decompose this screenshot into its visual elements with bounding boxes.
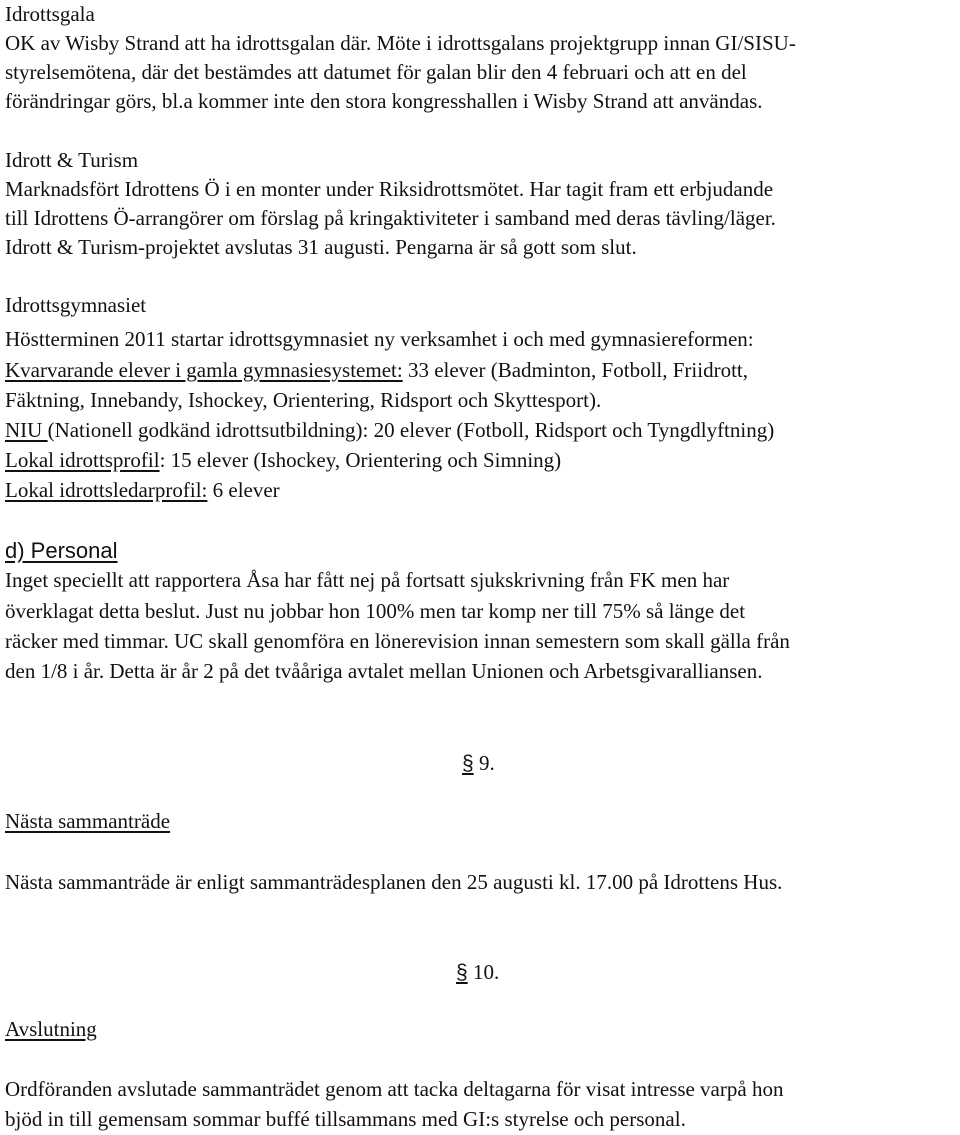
paragraph-9 [462, 749, 495, 779]
idrottsgala-line-2: styrelsemötena, där det bestämdes att datumet för galan blir den 4 februari och att en del [5, 60, 747, 84]
paragraph-sign-icon: § [462, 752, 474, 775]
avslutning-line-1: Ordföranden avslutade sammanträdet genom att tacka deltagarna för visat intresse varpå hon [5, 1077, 784, 1101]
nasta-title: Nästa sammanträde [5, 809, 171, 833]
nasta-text: Nästa sammanträde är enligt sammanträdesplanen den 25 augusti kl. 17.00 på Idrottens Hus. [5, 870, 783, 894]
idrott-turism-title: Idrott & Turism [5, 148, 139, 172]
personal-heading: d) Personal [5, 538, 118, 563]
niu-line [5, 416, 774, 446]
personal-line-3: räcker med timmar. UC skall genomföra en lönerevision innan semestern som skall gälla från [5, 629, 790, 653]
lokal-profil-text: : 15 elever (Ishockey, Orientering och Simning) [159, 448, 562, 472]
kvarvarande-line [5, 356, 748, 386]
idrott-turism-line-3: Idrott & Turism-projektet avslutas 31 augusti. Pengarna är så gott som slut. [5, 235, 637, 259]
paragraph-sign-icon: § [456, 961, 468, 984]
idrottsgala-line-3: förändringar görs, bl.a kommer inte den stora kongresshallen i Wisby Strand att användas. [5, 89, 763, 113]
avslutning-line-2: bjöd in till gemensam sommar buffé tillsammans med GI:s styrelse och personal. [5, 1107, 686, 1131]
paragraph-9-number: 9. [478, 751, 495, 775]
personal-line-2: överklagat detta beslut. Just nu jobbar hon 100% men tar komp ner till 75% så länge det [5, 599, 746, 623]
ledarprofil-line [5, 476, 280, 506]
idrottsgala-title: Idrottsgala [5, 2, 95, 26]
paragraph-10-number: 10. [472, 960, 500, 984]
idrottsgymnasiet-intro: Höstterminen 2011 startar idrottsgymnasiet ny verksamhet i och med gymnasiereformen: [5, 327, 754, 351]
ledarprofil-label: Lokal idrottsledarprofil: [5, 478, 208, 502]
idrottsgala-line-1: OK av Wisby Strand att ha idrottsgalan där. Möte i idrottsgalans projektgrupp innan GI/SISU- [5, 31, 796, 55]
ledarprofil-text: 6 elever [207, 478, 280, 502]
idrottsgymnasiet-title: Idrottsgymnasiet [5, 293, 147, 317]
personal-line-4: den 1/8 i år. Detta är år 2 på det tvååriga avtalet mellan Unionen och Arbetsgivaralliansen. [5, 659, 763, 683]
avslutning-title: Avslutning [5, 1017, 97, 1041]
kvarvarande-cont: Fäktning, Innebandy, Ishockey, Orientering, Ridsport och Skyttesport). [5, 388, 602, 412]
personal-line-1: Inget speciellt att rapportera Åsa har fått nej på fortsatt sjukskrivning från FK men har [5, 568, 730, 592]
lokal-profil-label: Lokal idrottsprofil [5, 448, 160, 472]
kvarvarande-text: 33 elever (Badminton, Fotboll, Friidrott, [402, 358, 748, 382]
niu-text: (Nationell godkänd idrottsutbildning): 20 elever (Fotboll, Ridsport och Tyngdlyftning) [47, 418, 775, 442]
idrott-turism-line-1: Marknadsfört Idrottens Ö i en monter under Riksidrottsmötet. Har tagit fram ett erbjudande [5, 177, 774, 201]
lokal-profil-line [5, 446, 561, 476]
idrott-turism-line-2: till Idrottens Ö-arrangörer om förslag på kringaktiviteter i samband med deras tävling/läger. [5, 206, 776, 230]
niu-label: NIU [5, 418, 48, 442]
kvarvarande-label: Kvarvarande elever i gamla gymnasiesystemet: [5, 358, 403, 382]
paragraph-10 [456, 958, 499, 988]
